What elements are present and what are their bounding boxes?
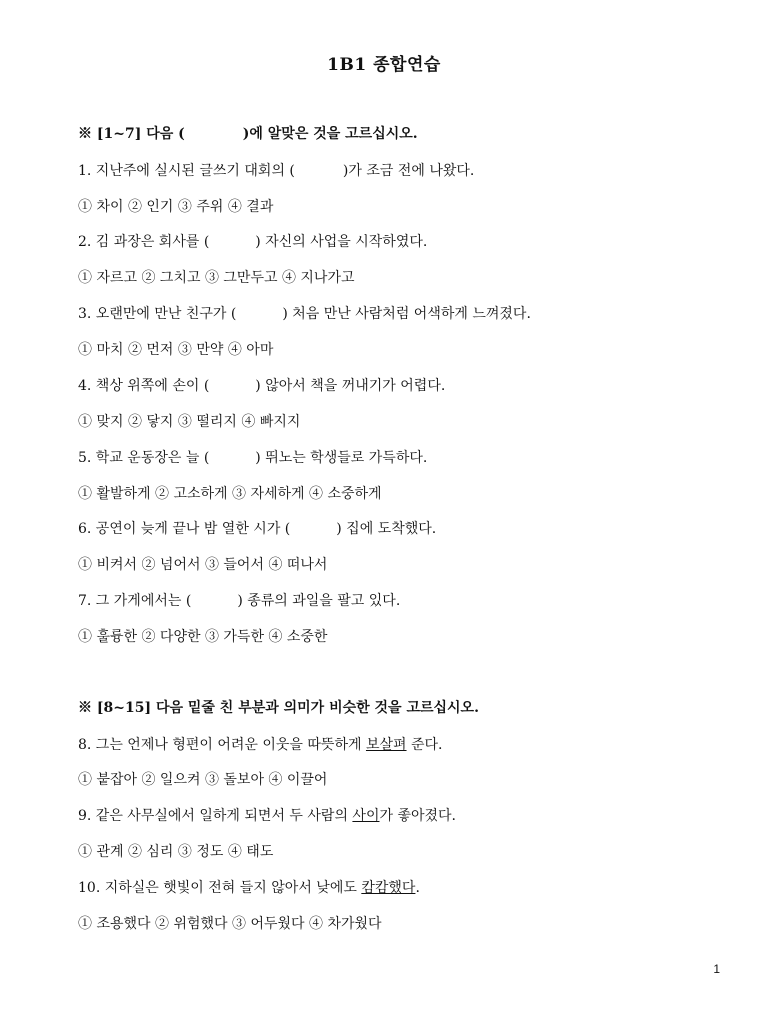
question-10 <box>78 878 420 898</box>
instruction-post: )에 알맞은 것을 고르십시오. <box>242 126 418 142</box>
question-4-pre: 4. 책상 위쪽에 손이 ( <box>78 378 210 394</box>
question-8-underlined: 보살펴 <box>365 737 407 753</box>
question-9-post: 가 좋아졌다. <box>379 808 457 824</box>
question-1-pre: 1. 지난주에 실시된 글쓰기 대회의 ( <box>78 163 295 179</box>
question-10-pre: 10. 지하실은 햇빛이 전혀 들지 않아서 낮에도 <box>78 880 362 896</box>
question-9-pre: 9. 같은 사무실에서 일하게 되면서 두 사람의 <box>78 808 353 824</box>
page-number: 1 <box>713 962 720 976</box>
question-7-options: ① 훌륭한 ② 다양한 ③ 가득한 ④ 소중한 <box>78 629 328 645</box>
question-4-options: ① 맞지 ② 닿지 ③ 떨리지 ④ 빠지지 <box>78 414 301 430</box>
question-2 <box>78 232 427 252</box>
question-10-underlined: 캄캄했다 <box>361 880 416 896</box>
question-2-options: ① 자르고 ② 그치고 ③ 그만두고 ④ 지나가고 <box>78 270 355 286</box>
question-8 <box>78 735 442 755</box>
question-10-post: . <box>415 880 420 896</box>
question-3-pre: 3. 오랜만에 만난 친구가 ( <box>78 306 237 322</box>
question-6-pre: 6. 공연이 늦게 끝나 밤 열한 시가 ( <box>78 521 291 537</box>
question-7 <box>78 591 400 611</box>
question-6-options: ① 비켜서 ② 넘어서 ③ 들어서 ④ 떠나서 <box>78 557 328 573</box>
question-5-post: ) 뛰노는 학생들로 가득하다. <box>255 450 428 466</box>
question-9 <box>78 806 456 826</box>
question-10-options: ① 조용했다 ② 위험했다 ③ 어두웠다 ④ 차가웠다 <box>78 916 382 932</box>
question-3-options: ① 마치 ② 먼저 ③ 만약 ④ 아마 <box>78 342 274 358</box>
question-3-post: ) 처음 만난 사람처럼 어색하게 느껴졌다. <box>282 306 531 322</box>
question-4 <box>78 376 445 396</box>
question-7-pre: 7. 그 가게에서는 ( <box>78 593 192 609</box>
question-5-pre: 5. 학교 운동장은 늘 ( <box>78 450 210 466</box>
question-1-options: ① 차이 ② 인기 ③ 주위 ④ 결과 <box>78 199 274 215</box>
question-6-post: ) 집에 도착했다. <box>336 521 437 537</box>
section2-instruction: ※ [8~15] 다음 밑줄 친 부분과 의미가 비슷한 것을 고르십시오. <box>78 700 479 716</box>
page-title: 1B1 종합연습 <box>327 55 441 75</box>
question-6 <box>78 519 436 539</box>
question-8-options: ① 붙잡아 ② 일으켜 ③ 돌보아 ④ 이끌어 <box>78 772 328 788</box>
question-3 <box>78 304 531 324</box>
section1-instruction <box>78 124 418 144</box>
question-2-post: ) 자신의 사업을 시작하였다. <box>255 234 428 250</box>
question-1-post: )가 조금 전에 나왔다. <box>342 163 475 179</box>
question-8-post: 준다. <box>406 737 443 753</box>
question-9-options: ① 관계 ② 심리 ③ 정도 ④ 태도 <box>78 844 274 860</box>
instruction-pre: ※ [1~7] 다음 ( <box>78 126 185 142</box>
question-1 <box>78 161 474 181</box>
question-8-pre: 8. 그는 언제나 형편이 어려운 이웃을 따뜻하게 <box>78 737 366 753</box>
question-9-underlined: 사이 <box>352 808 380 824</box>
question-5-options: ① 활발하게 ② 고소하게 ③ 자세하게 ④ 소중하게 <box>78 486 382 502</box>
question-2-pre: 2. 김 과장은 회사를 ( <box>78 234 210 250</box>
question-7-post: ) 종류의 과일을 팔고 있다. <box>237 593 401 609</box>
question-5 <box>78 448 427 468</box>
question-4-post: ) 않아서 책을 꺼내기가 어렵다. <box>255 378 446 394</box>
